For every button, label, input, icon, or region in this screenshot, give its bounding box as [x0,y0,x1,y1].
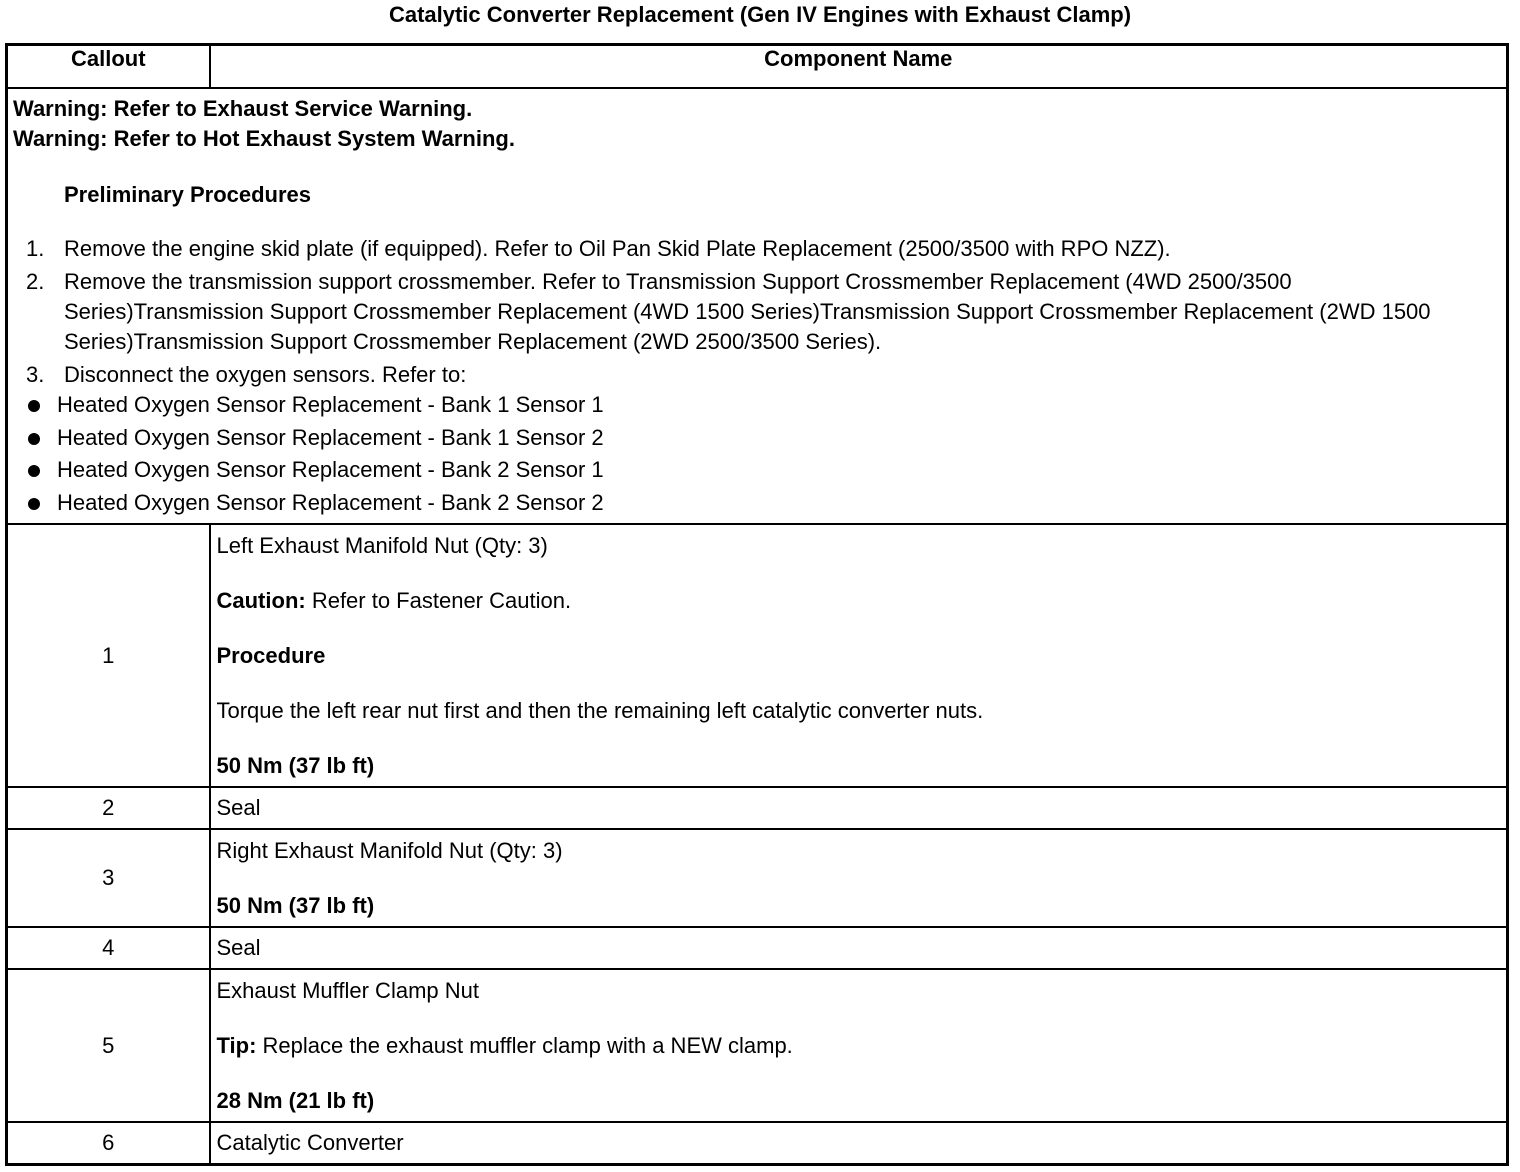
component-cell [210,927,1508,969]
torque-spec: 28 Nm (21 lb ft) [216,1088,375,1113]
callout-number: 3 [7,829,210,927]
bullet-icon [28,400,40,412]
warning-exhaust-service: Warning: Refer to Exhaust Service Warning. [13,96,473,121]
caution-note [217,586,1507,616]
bullet-icon [28,465,40,477]
table-row [7,829,1508,927]
preliminary-row [7,88,1508,524]
warning-hot-exhaust: Warning: Refer to Hot Exhaust System Warning. [13,126,515,151]
list-item [8,390,1506,420]
callout-number: 6 [7,1122,210,1164]
callout-header: Callout [7,45,210,89]
torque-spec: 50 Nm (37 lb ft) [216,893,375,918]
component-name: Seal [216,935,261,960]
caution-text: Refer to Fastener Caution. [305,588,572,613]
table-row [7,969,1508,1122]
procedure-heading: Procedure [216,643,326,668]
component-name: Left Exhaust Manifold Nut (Qty: 3) [216,533,548,558]
preliminary-steps-list [8,234,1506,390]
callout-number: 4 [7,927,210,969]
torque-spec: 50 Nm (37 lb ft) [216,753,375,778]
bullet-text: Heated Oxygen Sensor Replacement - Bank 2 Sensor 1 [57,457,604,482]
tip-label: Tip: [216,1033,257,1058]
table-row [7,1122,1508,1164]
preliminary-procedures-heading: Preliminary Procedures [64,182,312,207]
tip-text: Replace the exhaust muffler clamp with a NEW clamp. [256,1033,793,1058]
caution-label: Caution: [216,588,306,613]
component-name: Seal [216,795,261,820]
table-header-row [7,45,1508,89]
step-text: Remove the transmission support crossmember. Refer to Transmission Support Crossmember Replacement (4WD 2500/3500 Series)Transmission Support Crossmember Replacement (4WD 1500 Series)Transmission Support Crossmember Replacement (2WD 1500 Series)Transmission Support Crossmember Replacement (2WD 2500/3500 Series). [64,269,1431,354]
component-cell [210,524,1508,787]
component-name: Right Exhaust Manifold Nut (Qty: 3) [216,838,563,863]
list-item [8,488,1506,518]
callout-number: 5 [7,969,210,1122]
list-item [8,423,1506,453]
preliminary-step [8,360,1506,390]
step-number: 1. [26,236,45,261]
component-cell [210,829,1508,927]
step-number: 3. [26,362,45,387]
oxygen-sensor-list [8,390,1506,518]
table-row [7,927,1508,969]
component-name-header: Component Name [210,45,1508,89]
callout-number: 1 [7,524,210,787]
component-cell [210,787,1508,829]
component-name: Exhaust Muffler Clamp Nut [216,978,479,1003]
preliminary-cell [7,88,1508,524]
step-text: Remove the engine skid plate (if equipped). Refer to Oil Pan Skid Plate Replacement (2500/3500 with RPO NZZ). [64,236,1171,261]
component-cell [210,969,1508,1122]
preliminary-step [8,234,1506,264]
tip-note [217,1031,1507,1061]
table-row [7,524,1508,787]
step-text: Disconnect the oxygen sensors. Refer to: [64,362,467,387]
bullet-text: Heated Oxygen Sensor Replacement - Bank 1 Sensor 1 [57,392,604,417]
list-item [8,455,1506,485]
procedure-text: Torque the left rear nut first and then the remaining left catalytic converter nuts. [216,698,984,723]
document-title: Catalytic Converter Replacement (Gen IV Engines with Exhaust Clamp) [388,2,1132,27]
component-name: Catalytic Converter [216,1130,404,1155]
bullet-icon [28,433,40,445]
callout-number: 2 [7,787,210,829]
component-cell [210,1122,1508,1164]
step-number: 2. [26,269,45,294]
component-table [5,43,1509,1166]
bullet-text: Heated Oxygen Sensor Replacement - Bank 2 Sensor 2 [57,489,604,515]
bullet-icon [28,498,40,510]
table-row [7,787,1508,829]
bullet-text: Heated Oxygen Sensor Replacement - Bank 1 Sensor 2 [57,424,604,450]
preliminary-step [8,267,1506,357]
